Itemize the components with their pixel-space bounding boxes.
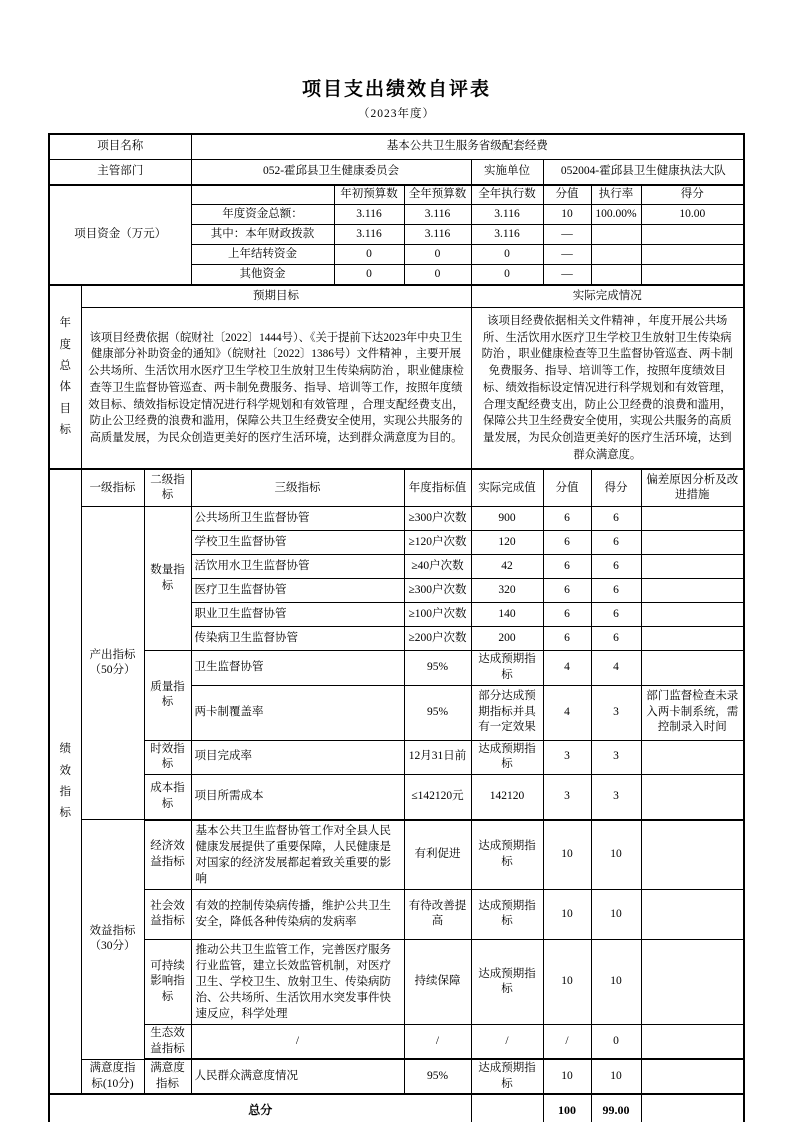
- funding-blank-header: [191, 185, 334, 205]
- indicator-actual: 达成预期指标: [471, 939, 543, 1024]
- project-name-label: 项目名称: [49, 134, 191, 160]
- indicator-row: [49, 1059, 744, 1094]
- annual-goal-label-text: 年度总体目标: [59, 317, 71, 436]
- table-row: [49, 134, 744, 160]
- indicator-actual: 达成预期指标: [471, 889, 543, 939]
- funding-header-year-budget: 全年预算数: [404, 185, 471, 205]
- indicator-deviation: [641, 939, 744, 1024]
- funding-budget-value: 3.116: [404, 225, 471, 245]
- header-deviation: 偏差原因分析及改进措施: [641, 469, 744, 507]
- indicator-header-row: [49, 469, 744, 507]
- header-points: 得分: [591, 469, 641, 507]
- indicator-name: 项目完成率: [191, 740, 404, 774]
- indicator-actual: 142120: [471, 774, 543, 820]
- indicator-target: 95%: [404, 651, 471, 685]
- indicator-score: 4: [543, 651, 591, 685]
- indicator-deviation: [641, 579, 744, 603]
- indicator-target: ≥120户次数: [404, 531, 471, 555]
- funding-row-label: 上年结转资金: [191, 245, 334, 265]
- funding-begin-value: 3.116: [334, 225, 404, 245]
- indicator-score: 6: [543, 603, 591, 627]
- unit-value: 052004-霍邱县卫生健康执法大队: [543, 160, 744, 186]
- indicator-target: 12月31日前: [404, 740, 471, 774]
- indicator-target: ≥300户次数: [404, 579, 471, 603]
- indicator-name: 基本公共卫生监督协管工作对全县人民健康发展提供了重要保障，人民健康是对国家的经济发展都起着致关重要的影响: [191, 820, 404, 890]
- funding-header-exec-rate: 执行率: [591, 185, 641, 205]
- indicator-actual: 200: [471, 627, 543, 651]
- expected-goal-text: 该项目经费依据（皖财社〔2022〕1444号）、《关于提前下达2023年中央卫生健康部分补助资金的通知》（皖财社〔2022〕1386号）文件精神 ，主要开展公共场所、生活饮用水医疗卫生学校卫生放射卫生传染病防治 ，职业健康检查等卫生监督协管巡查、两卡制免费服务、指导、培训等工作，按照年度绩效目标、绩效指标设定情况进行科学规划和有效管理 ，合理支配经费支出，防止公卫经费的浪费和滥用，保障公共卫生经费安全使用，实现公共服务的高质量发展，为民众创造更美好的医疗生活环境，达到群众满意度为目的。: [81, 308, 471, 470]
- level2-economic: 经济效益指标: [144, 820, 191, 890]
- indicator-target: ≥40户次数: [404, 555, 471, 579]
- indicator-target: 95%: [404, 685, 471, 740]
- funding-row-label: 其他资金: [191, 265, 334, 286]
- header-level2: 二级指标: [144, 469, 191, 507]
- indicator-deviation: [641, 1059, 744, 1094]
- indicator-score: 3: [543, 774, 591, 820]
- indicator-deviation: 部门监督检查未录入两卡制系统，需控制录入时间: [641, 685, 744, 740]
- funding-rate-value: [591, 225, 641, 245]
- level2-quality: 质量指标: [144, 651, 191, 740]
- indicator-points: 3: [591, 774, 641, 820]
- total-blank-actual: [471, 1094, 543, 1122]
- indicator-score: 6: [543, 555, 591, 579]
- indicator-actual: /: [471, 1025, 543, 1060]
- funding-score-value: 10: [543, 205, 591, 225]
- indicator-deviation: [641, 889, 744, 939]
- indicator-deviation: [641, 740, 744, 774]
- indicator-name: 人民群众满意度情况: [191, 1059, 404, 1094]
- indicator-target: 95%: [404, 1059, 471, 1094]
- indicator-deviation: [641, 1025, 744, 1060]
- funding-rate-value: [591, 245, 641, 265]
- level2-ecological: 生态效益指标: [144, 1025, 191, 1060]
- funding-rate-value: [591, 265, 641, 286]
- funding-header-year-exec: 全年执行数: [471, 185, 543, 205]
- level2-cost: 成本指标: [144, 774, 191, 820]
- expected-goal-header: 预期目标: [81, 285, 471, 308]
- indicator-deviation: [641, 627, 744, 651]
- indicator-points: 6: [591, 531, 641, 555]
- indicator-score: 6: [543, 579, 591, 603]
- indicator-actual: 达成预期指标: [471, 651, 543, 685]
- indicator-points: 3: [591, 740, 641, 774]
- indicator-score: 10: [543, 889, 591, 939]
- funding-exec-value: 3.116: [471, 205, 543, 225]
- indicator-row: [49, 651, 744, 685]
- indicator-actual: 部分达成预期指标并具有一定效果: [471, 685, 543, 740]
- funding-score-value: —: [543, 265, 591, 286]
- indicator-name: 职业卫生监督协管: [191, 603, 404, 627]
- indicator-points: 10: [591, 820, 641, 890]
- indicator-deviation: [641, 507, 744, 531]
- funding-exec-value: 0: [471, 265, 543, 286]
- indicator-deviation: [641, 531, 744, 555]
- performance-indicator-label-text: 绩效指标: [59, 743, 71, 820]
- annual-goal-label: [49, 285, 81, 469]
- indicator-points: 6: [591, 555, 641, 579]
- funding-points-value: [641, 245, 744, 265]
- indicator-points: 10: [591, 939, 641, 1024]
- indicator-target: 持续保障: [404, 939, 471, 1024]
- funding-header-points: 得分: [641, 185, 744, 205]
- goal-header-row: [49, 285, 744, 308]
- indicator-actual: 120: [471, 531, 543, 555]
- page-subtitle: （2023年度）: [358, 108, 435, 120]
- funding-row-label: 其中：本年财政拨款: [191, 225, 334, 245]
- table-row: [49, 160, 744, 186]
- funding-points-value: 10.00: [641, 205, 744, 225]
- funding-header-begin-budget: 年初预算数: [334, 185, 404, 205]
- funding-label-text: 项目资金（万元）: [74, 228, 167, 241]
- funding-begin-value: 0: [334, 245, 404, 265]
- indicator-points: 4: [591, 651, 641, 685]
- indicator-actual: 900: [471, 507, 543, 531]
- self-evaluation-table: [48, 133, 745, 1122]
- indicator-score: 10: [543, 1059, 591, 1094]
- indicator-target: /: [404, 1025, 471, 1060]
- indicator-points: 6: [591, 603, 641, 627]
- actual-goal-text: 该项目经费依据相关文件精神 ，年度开展公共场所、生活饮用水医疗卫生学校卫生放射卫生传染病防治 ，职业健康检查等卫生监督协管巡查、两卡制免费服务、指导、培训等工作，按照年度绩效目标、绩效指标设定情况进行科学规划和有效管理，合理支配经费支出，防止公卫经费的浪费和滥用，保障公共卫生经费安全使用，实现公共服务的高质量发展，为民众创造更美好的医疗生活环境，达到群众满意度。: [471, 308, 744, 470]
- indicator-name: 有效的控制传染病传播，维护公共卫生安全，降低各种传染病的发病率: [191, 889, 404, 939]
- indicator-points: 6: [591, 579, 641, 603]
- level2-sustainable: 可持续影响指标: [144, 939, 191, 1024]
- indicator-actual: 140: [471, 603, 543, 627]
- project-name-value: 基本公共卫生服务省级配套经费: [191, 134, 744, 160]
- indicator-score: 4: [543, 685, 591, 740]
- funding-header-row: [49, 185, 744, 205]
- level2-timeliness: 时效指标: [144, 740, 191, 774]
- indicator-points: 6: [591, 507, 641, 531]
- level2-satisfaction: 满意度指标: [144, 1059, 191, 1094]
- indicator-name: 传染病卫生监督协管: [191, 627, 404, 651]
- level1-benefit: 效益指标（30分）: [81, 820, 144, 1060]
- indicator-name: 推动公共卫生监管工作，完善医疗服务行业监管，建立长效监管机制，对医疗卫生、学校卫生、放射卫生、传染病防治、公共场所、生活饮用水突发事件快速反应，科学处理: [191, 939, 404, 1024]
- indicator-score: 6: [543, 627, 591, 651]
- indicator-score: 10: [543, 820, 591, 890]
- funding-exec-value: 3.116: [471, 225, 543, 245]
- indicator-score: /: [543, 1025, 591, 1060]
- indicator-actual: 320: [471, 579, 543, 603]
- header-actual: 实际完成值: [471, 469, 543, 507]
- indicator-actual: 42: [471, 555, 543, 579]
- indicator-deviation: [641, 603, 744, 627]
- total-row: [49, 1094, 744, 1122]
- funding-score-value: —: [543, 225, 591, 245]
- unit-label: 实施单位: [471, 160, 543, 186]
- goal-body-row: [49, 308, 744, 470]
- indicator-actual: 达成预期指标: [471, 740, 543, 774]
- level2-social: 社会效益指标: [144, 889, 191, 939]
- funding-exec-value: 0: [471, 245, 543, 265]
- header-level1: 一级指标: [81, 469, 144, 507]
- indicator-score: 10: [543, 939, 591, 1024]
- indicator-actual: 达成预期指标: [471, 820, 543, 890]
- indicator-points: 0: [591, 1025, 641, 1060]
- indicator-points: 10: [591, 889, 641, 939]
- funding-score-value: —: [543, 245, 591, 265]
- indicator-actual: 达成预期指标: [471, 1059, 543, 1094]
- indicator-deviation: [641, 774, 744, 820]
- actual-goal-header: 实际完成情况: [471, 285, 744, 308]
- indicator-deviation: [641, 820, 744, 890]
- indicator-name: 公共场所卫生监督协管: [191, 507, 404, 531]
- indicator-score: 6: [543, 531, 591, 555]
- dept-value: 052-霍邱县卫生健康委员会: [191, 160, 471, 186]
- funding-label: [49, 185, 191, 285]
- indicator-name: 活饮用水卫生监督协管: [191, 555, 404, 579]
- funding-rate-value: 100.00%: [591, 205, 641, 225]
- indicator-target: ≥100户次数: [404, 603, 471, 627]
- indicator-name: 医疗卫生监督协管: [191, 579, 404, 603]
- indicator-target: ≤142120元: [404, 774, 471, 820]
- indicator-score: 3: [543, 740, 591, 774]
- indicator-name: /: [191, 1025, 404, 1060]
- funding-points-value: [641, 265, 744, 286]
- indicator-name: 两卡制覆盖率: [191, 685, 404, 740]
- indicator-points: 10: [591, 1059, 641, 1094]
- indicator-points: 6: [591, 627, 641, 651]
- funding-budget-value: 0: [404, 265, 471, 286]
- funding-header-score: 分值: [543, 185, 591, 205]
- total-blank-deviation: [641, 1094, 744, 1122]
- indicator-row: [49, 507, 744, 531]
- header-level3: 三级指标: [191, 469, 404, 507]
- funding-row-label: 年度资金总额：: [191, 205, 334, 225]
- total-score: 100: [543, 1094, 591, 1122]
- indicator-target: ≥200户次数: [404, 627, 471, 651]
- level2-quantity: 数量指标: [144, 507, 191, 651]
- funding-points-value: [641, 225, 744, 245]
- performance-indicator-label: [49, 469, 81, 1094]
- indicator-target: 有利促进: [404, 820, 471, 890]
- indicator-points: 3: [591, 685, 641, 740]
- page-title: 项目支出绩效自评表: [301, 79, 491, 100]
- indicator-name: 学校卫生监督协管: [191, 531, 404, 555]
- funding-budget-value: 3.116: [404, 205, 471, 225]
- indicator-row: [49, 774, 744, 820]
- indicator-target: ≥300户次数: [404, 507, 471, 531]
- indicator-row: [49, 740, 744, 774]
- total-points: 99.00: [591, 1094, 641, 1122]
- dept-label: 主管部门: [49, 160, 191, 186]
- indicator-score: 6: [543, 507, 591, 531]
- indicator-deviation: [641, 651, 744, 685]
- indicator-name: 项目所需成本: [191, 774, 404, 820]
- funding-budget-value: 0: [404, 245, 471, 265]
- indicator-row: [49, 820, 744, 890]
- funding-begin-value: 3.116: [334, 205, 404, 225]
- total-label: 总分: [49, 1094, 471, 1122]
- indicator-deviation: [641, 555, 744, 579]
- level1-output: 产出指标（50分）: [81, 507, 144, 820]
- funding-begin-value: 0: [334, 265, 404, 286]
- indicator-name: 卫生监督协管: [191, 651, 404, 685]
- level1-satisfaction: 满意度指标(10分): [81, 1059, 144, 1094]
- header-score: 分值: [543, 469, 591, 507]
- indicator-target: 有待改善提高: [404, 889, 471, 939]
- header-target: 年度指标值: [404, 469, 471, 507]
- indicator-row: [49, 889, 744, 939]
- indicator-row: [49, 939, 744, 1024]
- indicator-row: [49, 1025, 744, 1060]
